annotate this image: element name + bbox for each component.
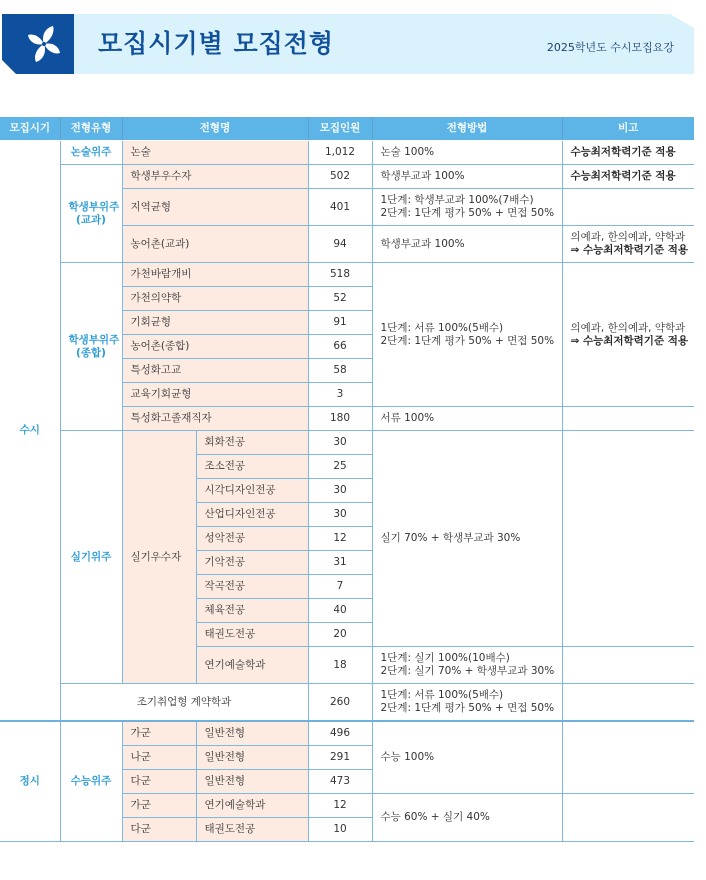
method-line: 2단계: 실기 70% + 학생부교과 30% — [380, 665, 555, 677]
count-cell: 518 — [308, 263, 372, 287]
count-cell: 12 — [308, 527, 372, 551]
count-cell: 31 — [308, 551, 372, 575]
note-cell — [562, 407, 694, 431]
period-jeongsi: 정시 — [0, 721, 60, 842]
table-row — [0, 684, 694, 722]
note-cell — [562, 684, 694, 722]
name-cell: 조소전공 — [196, 455, 308, 479]
count-cell: 18 — [308, 647, 372, 684]
page-title: 모집시기별 모집전형 — [98, 29, 335, 58]
note-cell — [562, 226, 694, 263]
count-cell: 30 — [308, 431, 372, 455]
method-cell: 학생부교과 100% — [372, 226, 562, 263]
method-cell: 서류 100% — [372, 407, 562, 431]
count-cell: 20 — [308, 623, 372, 647]
method-cell — [372, 189, 562, 226]
name-cell: 체육전공 — [196, 599, 308, 623]
count-cell: 52 — [308, 287, 372, 311]
group-cell: 가군 — [122, 794, 196, 818]
name-cell: 농어촌(교과) — [122, 226, 308, 263]
table-header-row — [0, 117, 694, 141]
type-jonghap — [60, 263, 122, 431]
note-cell — [562, 721, 694, 794]
name-cell: 기악전공 — [196, 551, 308, 575]
header-type: 전형유형 — [60, 117, 122, 141]
name-cell: 일반전형 — [196, 770, 308, 794]
note-line: 의예과, 한의예과, 약학과 — [570, 321, 686, 334]
name-cell: 작곡전공 — [196, 575, 308, 599]
count-cell: 12 — [308, 794, 372, 818]
header-count: 모집인원 — [308, 117, 372, 141]
method-line: 1단계: 서류 100%(5배수) — [380, 689, 504, 701]
name-cell: 학생부우수자 — [122, 165, 308, 189]
count-cell: 58 — [308, 359, 372, 383]
admission-table — [0, 117, 694, 842]
type-silgi: 실기위주 — [60, 431, 122, 684]
name-cell: 논술 — [122, 141, 308, 165]
group-cell: 다군 — [122, 770, 196, 794]
name-cell: 연기예술학과 — [196, 794, 308, 818]
table-row — [0, 141, 694, 165]
type-nonsul: 논술위주 — [60, 141, 122, 165]
type-line: (종합) — [76, 346, 106, 359]
note-cell: 수능최저학력기준 적용 — [562, 165, 694, 189]
method-cell — [372, 684, 562, 722]
header-period: 모집시기 — [0, 117, 60, 141]
header-name: 전형명 — [122, 117, 308, 141]
method-line: 1단계: 학생부교과 100%(7배수) — [380, 194, 534, 206]
header-note: 비고 — [562, 117, 694, 141]
table-row — [0, 165, 694, 189]
note-cell — [562, 794, 694, 842]
method-cell — [372, 647, 562, 684]
note-line: ⇒ 수능최저학력기준 적용 — [570, 334, 689, 347]
type-line: 학생부위주 — [68, 333, 120, 346]
name-cell: 조기취업형 계약학과 — [60, 684, 308, 722]
note-cell — [562, 431, 694, 647]
count-cell: 3 — [308, 383, 372, 407]
count-cell: 30 — [308, 503, 372, 527]
table-row — [0, 431, 694, 455]
pinwheel-logo-icon — [27, 24, 61, 64]
count-cell: 66 — [308, 335, 372, 359]
group-cell: 다군 — [122, 818, 196, 842]
table-row — [0, 263, 694, 287]
table-row — [0, 721, 694, 746]
header-method: 전형방법 — [372, 117, 562, 141]
method-cell: 논술 100% — [372, 141, 562, 165]
note-cell — [562, 263, 694, 407]
note-cell: 수능최저학력기준 적용 — [562, 141, 694, 165]
type-line: 학생부위주 — [68, 200, 120, 213]
name-cell: 특성화고졸재직자 — [122, 407, 308, 431]
type-suneung: 수능위주 — [60, 721, 122, 842]
name-cell: 가천바람개비 — [122, 263, 308, 287]
name-cell: 태권도전공 — [196, 818, 308, 842]
method-cell: 실기 70% + 학생부교과 30% — [372, 431, 562, 647]
count-cell: 7 — [308, 575, 372, 599]
count-cell: 30 — [308, 479, 372, 503]
count-cell: 502 — [308, 165, 372, 189]
count-cell: 10 — [308, 818, 372, 842]
name-cell: 일반전형 — [196, 746, 308, 770]
count-cell: 1,012 — [308, 141, 372, 165]
name-cell: 지역균형 — [122, 189, 308, 226]
name-cell: 연기예술학과 — [196, 647, 308, 684]
method-line: 1단계: 실기 100%(10배수) — [380, 652, 510, 664]
name-cell: 기회균형 — [122, 311, 308, 335]
method-cell: 학생부교과 100% — [372, 165, 562, 189]
name-cell: 성악전공 — [196, 527, 308, 551]
count-cell: 473 — [308, 770, 372, 794]
method-line: 1단계: 서류 100%(5배수) — [380, 321, 504, 334]
note-line: 의예과, 한의예과, 약학과 — [570, 231, 686, 243]
note-line: ⇒ 수능최저학력기준 적용 — [570, 244, 689, 256]
type-gyogwa — [60, 165, 122, 263]
banner-subtitle: 2025학년도 수시모집요강 — [546, 41, 674, 54]
group-cell: 나군 — [122, 746, 196, 770]
method-cell: 수능 100% — [372, 721, 562, 794]
group-cell: 가군 — [122, 721, 196, 746]
count-cell: 91 — [308, 311, 372, 335]
count-cell: 401 — [308, 189, 372, 226]
note-cell — [562, 647, 694, 684]
method-line: 2단계: 1단계 평가 50% + 면접 50% — [380, 702, 555, 714]
count-cell: 94 — [308, 226, 372, 263]
name-cell: 가천의약학 — [122, 287, 308, 311]
name-cell: 농어촌(종합) — [122, 335, 308, 359]
method-line: 2단계: 1단계 평가 50% + 면접 50% — [380, 334, 555, 347]
count-cell: 25 — [308, 455, 372, 479]
name-cell: 회화전공 — [196, 431, 308, 455]
note-cell — [562, 189, 694, 226]
count-cell: 496 — [308, 721, 372, 746]
name-cell: 태권도전공 — [196, 623, 308, 647]
count-cell: 40 — [308, 599, 372, 623]
count-cell: 291 — [308, 746, 372, 770]
method-cell: 수능 60% + 실기 40% — [372, 794, 562, 842]
name-cell: 일반전형 — [196, 721, 308, 746]
page-banner — [0, 14, 694, 74]
count-cell: 260 — [308, 684, 372, 722]
name-cell: 교육기회균형 — [122, 383, 308, 407]
type-line: (교과) — [76, 213, 106, 226]
logo-box — [2, 14, 74, 74]
name-cell: 산업디자인전공 — [196, 503, 308, 527]
name-cell: 특성화고교 — [122, 359, 308, 383]
method-line: 2단계: 1단계 평가 50% + 면접 50% — [380, 207, 555, 219]
method-cell — [372, 263, 562, 407]
subtype-cell: 실기우수자 — [122, 431, 196, 684]
period-susi: 수시 — [0, 141, 60, 722]
name-cell: 시각디자인전공 — [196, 479, 308, 503]
count-cell: 180 — [308, 407, 372, 431]
